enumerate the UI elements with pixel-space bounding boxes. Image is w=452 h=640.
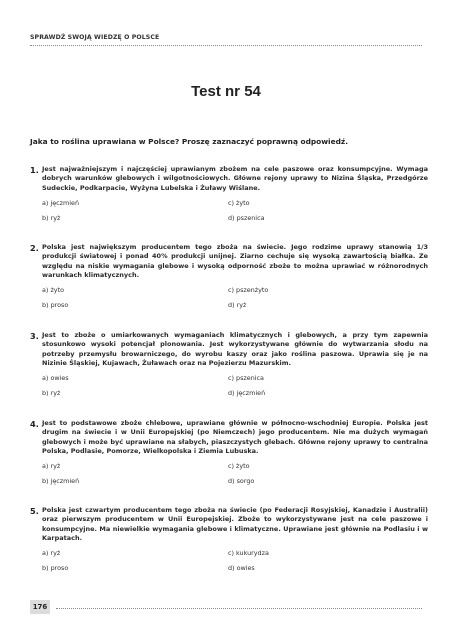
answer-options [42,462,428,488]
question-number: 1. [30,165,39,175]
question-4 [30,419,428,488]
question-number: 5. [30,506,39,516]
option-c[interactable]: c) żyto [228,198,250,207]
question-2 [30,243,428,312]
question-number: 3. [30,331,39,341]
option-a[interactable]: a) żyto [42,286,64,295]
answer-options [42,549,428,575]
question-text: Polska jest czwartym producentem tego zboża na świecie (po Federacji Rosyjskiej, Kanadzie i Australii) oraz pierwszym producentem w Unii Europejskiej. Zboże to wykorzystywane jest na cele paszowe i konsumpcyjne. Ma niewielkie wymagania glebowe i klimatyczne. Uprawiane jest głównie na Podlasiu i w Karpatach. [42,506,428,542]
option-a[interactable]: a) owies [42,374,69,383]
option-b[interactable]: b) ryż [42,213,61,222]
question-5 [30,506,428,575]
page-title: Test nr 54 [191,83,261,100]
section-header: SPRAWDŹ SWOJĄ WIEDZĘ O POLSCE [30,34,160,41]
option-c[interactable]: c) żyto [228,462,250,471]
instructions: Jaka to roślina uprawiana w Polsce? Proszę zaznaczyć poprawną odpowiedź. [30,137,349,146]
question-1 [30,165,428,225]
option-c[interactable]: c) pszenżyto [228,286,269,295]
option-a[interactable]: a) jęczmień [42,198,79,207]
option-b[interactable]: b) ryż [42,389,61,398]
option-c[interactable]: c) kukurydza [228,549,269,558]
option-d[interactable]: d) jęczmień [228,389,266,398]
question-text: Polska jest największym producentem tego zboża na świecie. Jego rodzime uprawy stanowią 1/3 produkcji światowej i ponad 40% produkcji unijnej. Ziarno cechuje się wysoką zawartością białka. Ze względu na niskie wymagania glebowe i wysoką odporność zboże to można uprawiać w różnorodnych warunkach klimatycznych. [42,243,428,279]
option-b[interactable]: b) jęczmień [42,477,80,486]
header-divider [30,45,422,46]
question-text: Jest to podstawowe zboże chlebowe, uprawiane głównie w północno-wschodniej Europie. Polska jest drugim na świecie i w Unii Europejskiej (po Niemczech) jego producentem. Nie ma dużych wymagań glebowych i może być uprawiane na słabych, piaszczystych glebach. Główne rejony uprawy to centralna Polska, Podlasie, Pomorze, Wielkopolska i Ziemia Lubuska. [42,419,428,455]
option-a[interactable]: a) ryż [42,549,61,558]
question-number: 2. [30,243,39,253]
option-a[interactable]: a) ryż [42,462,61,471]
question-3 [30,331,428,400]
option-d[interactable]: d) pszenica [228,213,265,222]
option-d[interactable]: d) sorgo [228,477,255,486]
option-c[interactable]: c) pszenica [228,374,264,383]
footer-divider [56,608,422,609]
option-b[interactable]: b) proso [42,301,69,310]
option-d[interactable]: d) ryż [228,301,247,310]
question-number: 4. [30,419,39,429]
answer-options [42,374,428,400]
answer-options [42,286,428,312]
page-number: 176 [30,600,50,614]
question-text: Jest to zboże o umiarkowanych wymaganiach klimatycznych i glebowych, a przy tym zapewnia stosunkowo wysoki potencjał plonowania. Jest wykorzystywane głównie do wytwarzania słodu na potrzeby przemysłu browarniczego, do wyrobu kaszy oraz jako roślina paszowa. Uprawia się je na Nizinie Śląskiej, Kujawach, Żuławach oraz na Pojezierzu Mazurskim. [42,331,428,367]
option-d[interactable]: d) owies [228,564,255,573]
answer-options [42,199,428,225]
option-b[interactable]: b) proso [42,564,69,573]
question-text: Jest najważniejszym i najczęściej uprawianym zbożem na cele paszowe oraz konsumpcyjne. Wymaga dobrych warunków glebowych i wilgotnościowych. Główne rejony uprawy to Nizina Śląska, Przedgórze Sudeckie, Podkarpacie, Wyżyna Lubelska i Żuławy Wiślane. [42,165,428,192]
